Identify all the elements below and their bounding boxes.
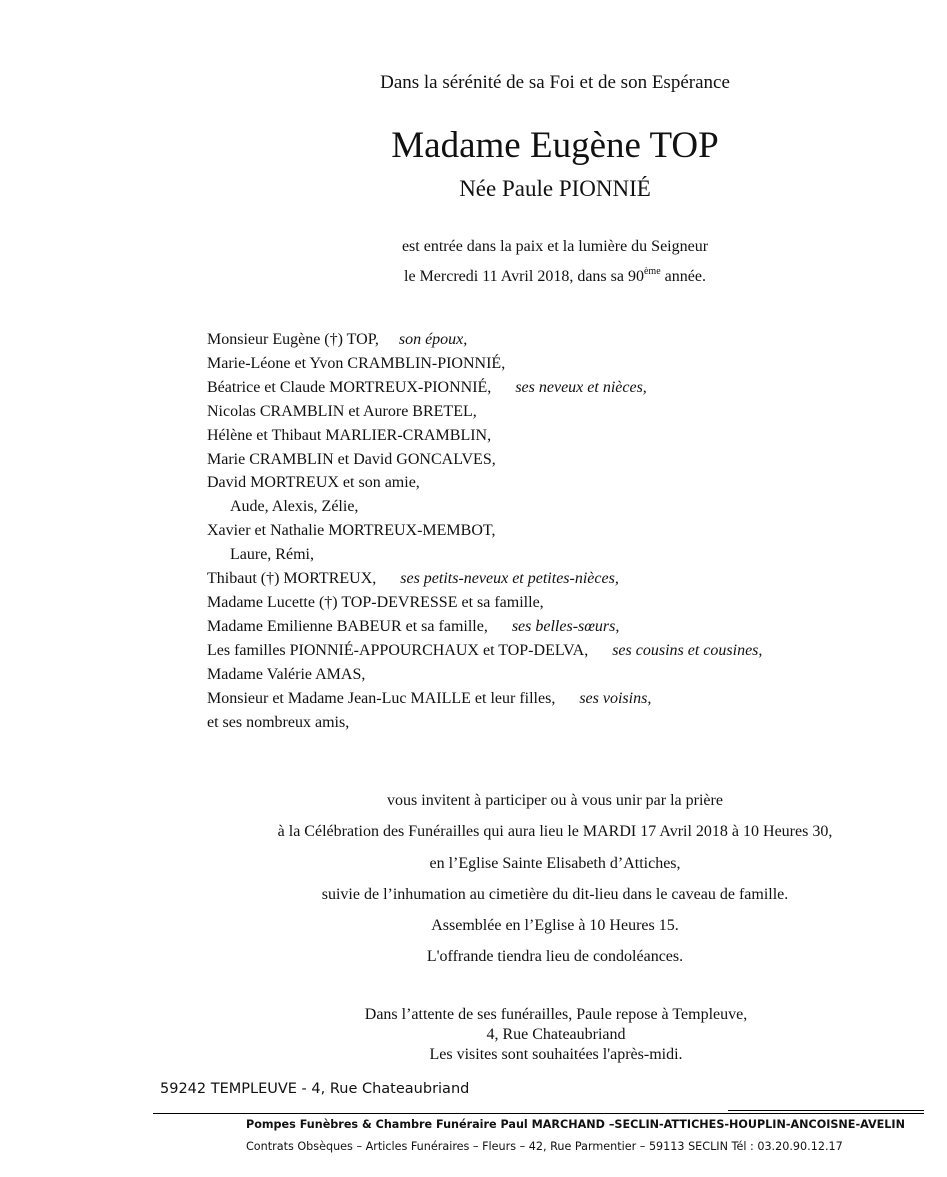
announcement-year-word: année. — [660, 268, 706, 285]
rest-line-2: 4, Rue Chateaubriand — [486, 1026, 626, 1043]
rest-info — [300, 1005, 812, 1065]
ceremony-date: à la Célébration des Funérailles qui aura lieu le MARDI 17 Avril 2018 à 10 Heures 30, — [277, 823, 833, 840]
family-line: Monsieur Eugène (†) TOP, son époux, — [207, 331, 468, 348]
family-line: Madame Lucette (†) TOP-DEVRESSE et sa famille, — [207, 593, 544, 611]
relation-label: ses neveux et nièces, — [515, 378, 647, 396]
announcement-line-2 — [300, 268, 810, 286]
deceased-name: Madame Eugène TOP — [391, 125, 719, 166]
family-line: Marie CRAMBLIN et David GONCALVES, — [207, 450, 496, 468]
family-line: Marie-Léone et Yvon CRAMBLIN-PIONNIÉ, — [207, 354, 506, 372]
relation-label: son époux, — [398, 331, 468, 348]
family-line: Xavier et Nathalie MORTREUX-MEMBOT, — [207, 522, 496, 540]
family-line: David MORTREUX et son amie, — [207, 474, 420, 492]
ceremony-burial: suivie de l’inhumation au cimetière du dit-lieu dans le caveau de famille. — [321, 886, 789, 903]
family-line: Hélène et Thibaut MARLIER-CRAMBLIN, — [207, 426, 492, 444]
ceremony-invitation: vous invitent à participer ou à vous unir par la prière — [387, 792, 723, 809]
family-line: Laure, Rémi, — [230, 546, 314, 564]
family-line: Nicolas CRAMBLIN et Aurore BRETEL, — [207, 402, 477, 420]
header-motto: Dans la sérénité de sa Foi et de son Espérance — [380, 72, 730, 93]
family-line: Monsieur et Madame Jean-Luc MAILLE et leur filles, ses voisins, — [207, 689, 652, 707]
family-line: et ses nombreux amis, — [207, 713, 350, 731]
family-list — [207, 328, 762, 734]
family-line: Béatrice et Claude MORTREUX-PIONNIÉ, ses neveux et nièces, — [207, 378, 647, 396]
ceremony-assembly: Assemblée en l’Eglise à 10 Heures 15. — [431, 917, 679, 934]
announcement-date: le Mercredi 11 Avril 2018, dans sa 90 — [404, 268, 644, 285]
rest-line-3: Les visites sont souhaitées l'après-midi. — [429, 1046, 683, 1063]
family-line: Madame Emilienne BABEUR et sa famille, ses belles-sœurs, — [207, 617, 620, 635]
ceremony-church: en l’Eglise Sainte Elisabeth d’Attiches, — [429, 855, 681, 872]
relation-label: ses voisins, — [579, 689, 652, 707]
family-line: Aude, Alexis, Zélie, — [230, 498, 359, 516]
ordinal-suffix: ème — [643, 266, 661, 277]
family-line: Thibaut (†) MORTREUX, ses petits-neveux et petites-nièces, — [207, 570, 619, 588]
maiden-name: Née Paule PIONNIÉ — [459, 176, 651, 201]
footer-contact: Contrats Obsèques – Articles Funéraires – Fleurs – 42, Rue Parmentier – 59113 SECLIN Tél : 03.20.90.12.17 — [246, 1140, 843, 1153]
divider-long — [153, 1113, 924, 1114]
relation-label: ses belles-sœurs, — [511, 617, 620, 635]
relation-label: ses petits-neveux et petites-nièces, — [400, 570, 619, 588]
rest-line-1: Dans l’attente de ses funérailles, Paule repose à Templeuve, — [364, 1006, 748, 1023]
announcement-line-1: est entrée dans la paix et la lumière du Seigneur — [401, 238, 709, 255]
relation-label: ses cousins et cousines, — [612, 641, 763, 659]
family-line: Les familles PIONNIÉ-APPOURCHAUX et TOP-DELVA, ses cousins et cousines, — [207, 641, 763, 659]
footer-company: Pompes Funèbres & Chambre Funéraire Paul MARCHAND –SECLIN-ATTICHES-HOUPLIN-ANCOISNE-AVELIN — [246, 1118, 905, 1131]
ceremony-offering: L'offrande tiendra lieu de condoléances. — [426, 948, 684, 965]
family-line: Madame Valérie AMAS, — [207, 665, 366, 683]
divider-short — [728, 1110, 924, 1111]
address-line: 59242 TEMPLEUVE - 4, Rue Chateaubriand — [160, 1081, 470, 1097]
